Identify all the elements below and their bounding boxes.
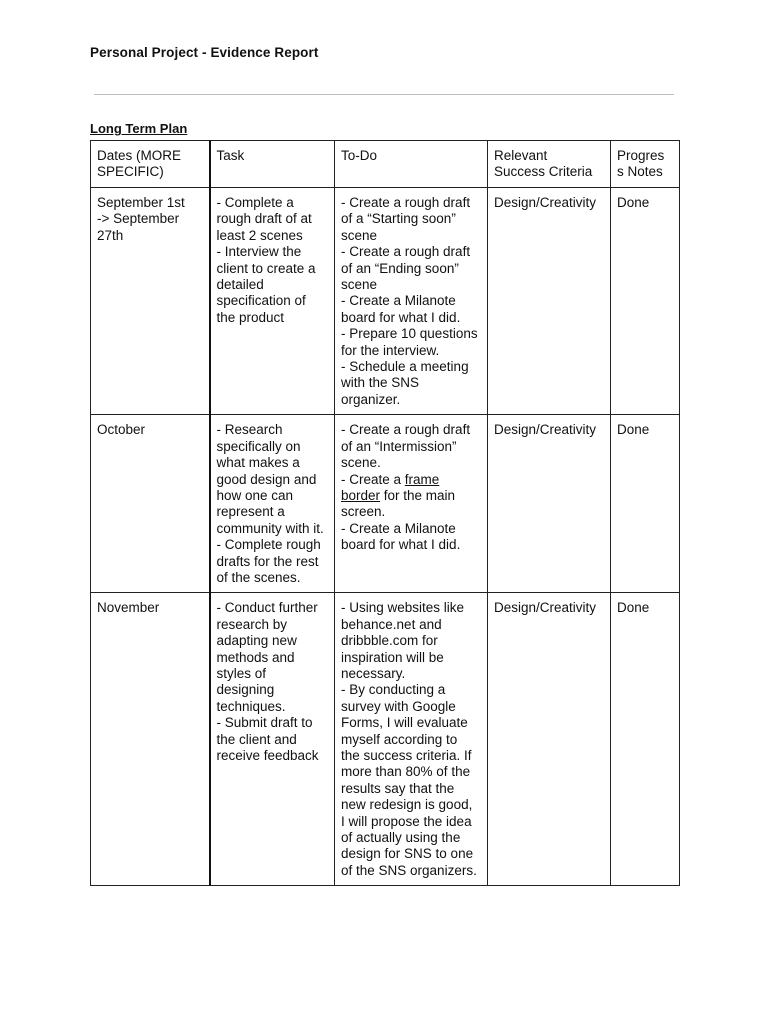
cell-line: Design/Creativity bbox=[494, 195, 597, 210]
cell-line: of the scenes. bbox=[216, 569, 301, 585]
cell-line: styles of bbox=[216, 665, 267, 681]
cell-task bbox=[210, 188, 335, 415]
table-row bbox=[91, 188, 680, 415]
cell-line: detailed bbox=[216, 277, 264, 293]
header-notes-line: Progres bbox=[617, 148, 665, 163]
header-notes-line: s Notes bbox=[617, 164, 663, 180]
cell-line: of an “Ending soon” bbox=[341, 260, 459, 276]
cell-line: research by bbox=[216, 616, 288, 632]
cell-task bbox=[210, 415, 335, 593]
cell-line: - Interview the bbox=[216, 244, 302, 260]
cell-line: - Prepare 10 questions bbox=[341, 326, 478, 342]
cell-line: more than 80% of the bbox=[341, 764, 471, 780]
cell-line: designing bbox=[216, 682, 275, 698]
cell-line: -> September bbox=[97, 211, 180, 227]
cell-notes bbox=[611, 593, 680, 886]
cell-line: specifically on bbox=[216, 438, 301, 454]
header-task-line: Task bbox=[216, 148, 245, 163]
cell-line: community with it. bbox=[216, 520, 324, 536]
cell-text: for the main bbox=[380, 487, 456, 503]
cell-line: Done bbox=[617, 600, 650, 616]
cell-text: - Create a bbox=[341, 471, 405, 487]
cell-line: the client and bbox=[216, 731, 297, 747]
cell-line: with the SNS bbox=[341, 375, 420, 391]
cell-line: - Submit draft to bbox=[216, 715, 313, 731]
table-row bbox=[91, 415, 680, 593]
header-dates-line: SPECIFIC) bbox=[97, 164, 164, 180]
cell-line bbox=[341, 472, 481, 488]
cell-line: design for SNS to one bbox=[341, 846, 474, 862]
cell-line: of the SNS organizers. bbox=[341, 862, 477, 878]
cell-line: - Complete rough bbox=[216, 537, 321, 553]
long-term-plan-table bbox=[90, 140, 680, 886]
header-dates bbox=[91, 141, 210, 188]
cell-line: least 2 scenes bbox=[216, 227, 303, 243]
cell-line: dribbble.com for bbox=[341, 633, 438, 649]
cell-line: - Complete a bbox=[216, 195, 294, 210]
header-notes bbox=[611, 141, 680, 188]
cell-line: results say that the bbox=[341, 780, 455, 796]
cell-line: Forms, I will evaluate bbox=[341, 715, 468, 731]
cell-line: - Create a rough draft bbox=[341, 244, 471, 260]
cell-line: client to create a bbox=[216, 260, 316, 276]
cell-line: good design and bbox=[216, 471, 317, 487]
cell-line: Done bbox=[617, 195, 650, 210]
cell-line: 27th bbox=[97, 227, 124, 243]
table-header-row bbox=[91, 141, 680, 188]
cell-line: - Conduct further bbox=[216, 600, 318, 616]
cell-line: September 1st bbox=[97, 195, 185, 210]
cell-notes bbox=[611, 188, 680, 415]
cell-line: - Create a rough draft bbox=[341, 422, 471, 438]
cell-line: adapting new bbox=[216, 633, 297, 649]
cell-notes bbox=[611, 415, 680, 593]
cell-dates bbox=[91, 593, 210, 886]
cell-line: inspiration will be bbox=[341, 649, 444, 665]
cell-criteria bbox=[488, 415, 611, 593]
cell-line: the product bbox=[216, 309, 285, 325]
cell-line: techniques. bbox=[216, 698, 286, 714]
cell-line: myself according to bbox=[341, 731, 458, 747]
cell-line: drafts for the rest bbox=[216, 553, 319, 569]
header-criteria-line: Success Criteria bbox=[494, 164, 593, 180]
cell-line: how one can bbox=[216, 487, 294, 503]
cell-line: board for what I did. bbox=[341, 309, 461, 325]
cell-line: rough draft of at bbox=[216, 211, 312, 227]
cell-line: what makes a bbox=[216, 455, 300, 471]
cell-line: Done bbox=[617, 422, 650, 438]
frame-border-link[interactable]: frame bbox=[404, 471, 440, 487]
cell-line: - Schedule a meeting bbox=[341, 359, 469, 375]
cell-line: methods and bbox=[216, 649, 295, 665]
header-criteria bbox=[488, 141, 611, 188]
cell-todo bbox=[335, 415, 488, 593]
cell-line: - Create a Milanote bbox=[341, 520, 456, 536]
cell-line: of an “Intermission” bbox=[341, 438, 457, 454]
cell-line: Design/Creativity bbox=[494, 422, 597, 438]
cell-line: Design/Creativity bbox=[494, 600, 597, 616]
cell-line: screen. bbox=[341, 504, 386, 520]
table-row bbox=[91, 593, 680, 886]
cell-todo bbox=[335, 593, 488, 886]
cell-line: - Research bbox=[216, 422, 283, 438]
cell-line: receive feedback bbox=[216, 748, 319, 763]
cell-line: represent a bbox=[216, 504, 285, 520]
document-title: Personal Project - Evidence Report bbox=[90, 45, 319, 60]
cell-line: October bbox=[97, 422, 146, 438]
cell-line: for the interview. bbox=[341, 342, 440, 358]
cell-line: I will propose the idea bbox=[341, 813, 472, 829]
cell-line: board for what I did. bbox=[341, 537, 461, 553]
cell-line: the success criteria. If bbox=[341, 748, 472, 763]
cell-line: - Create a Milanote bbox=[341, 293, 456, 309]
cell-line: scene. bbox=[341, 455, 381, 471]
cell-line: necessary. bbox=[341, 665, 406, 681]
cell-task bbox=[210, 593, 335, 886]
cell-line bbox=[341, 488, 481, 504]
cell-line: scene bbox=[341, 277, 378, 293]
cell-line: specification of bbox=[216, 293, 306, 309]
header-task bbox=[210, 141, 335, 188]
header-todo-line: To-Do bbox=[341, 148, 378, 163]
cell-line: November bbox=[97, 600, 160, 616]
cell-line: - Create a rough draft bbox=[341, 195, 471, 210]
cell-dates bbox=[91, 415, 210, 593]
cell-line: behance.net and bbox=[341, 616, 442, 632]
header-todo bbox=[335, 141, 488, 188]
cell-line: organizer. bbox=[341, 391, 401, 407]
cell-line: scene bbox=[341, 227, 378, 243]
horizontal-rule bbox=[94, 94, 674, 95]
header-dates-line: Dates (MORE bbox=[97, 148, 182, 163]
cell-line: survey with Google bbox=[341, 698, 456, 714]
cell-criteria bbox=[488, 593, 611, 886]
header-criteria-line: Relevant bbox=[494, 148, 548, 163]
frame-border-link[interactable]: border bbox=[341, 487, 381, 503]
cell-line: - By conducting a bbox=[341, 682, 446, 698]
cell-criteria bbox=[488, 188, 611, 415]
cell-line: new redesign is good, bbox=[341, 797, 473, 813]
cell-dates bbox=[91, 188, 210, 415]
cell-line: - Using websites like bbox=[341, 600, 465, 616]
cell-todo bbox=[335, 188, 488, 415]
cell-line: of actually using the bbox=[341, 830, 461, 846]
cell-line: of a “Starting soon” bbox=[341, 211, 456, 227]
section-title-long-term-plan: Long Term Plan bbox=[90, 121, 188, 136]
